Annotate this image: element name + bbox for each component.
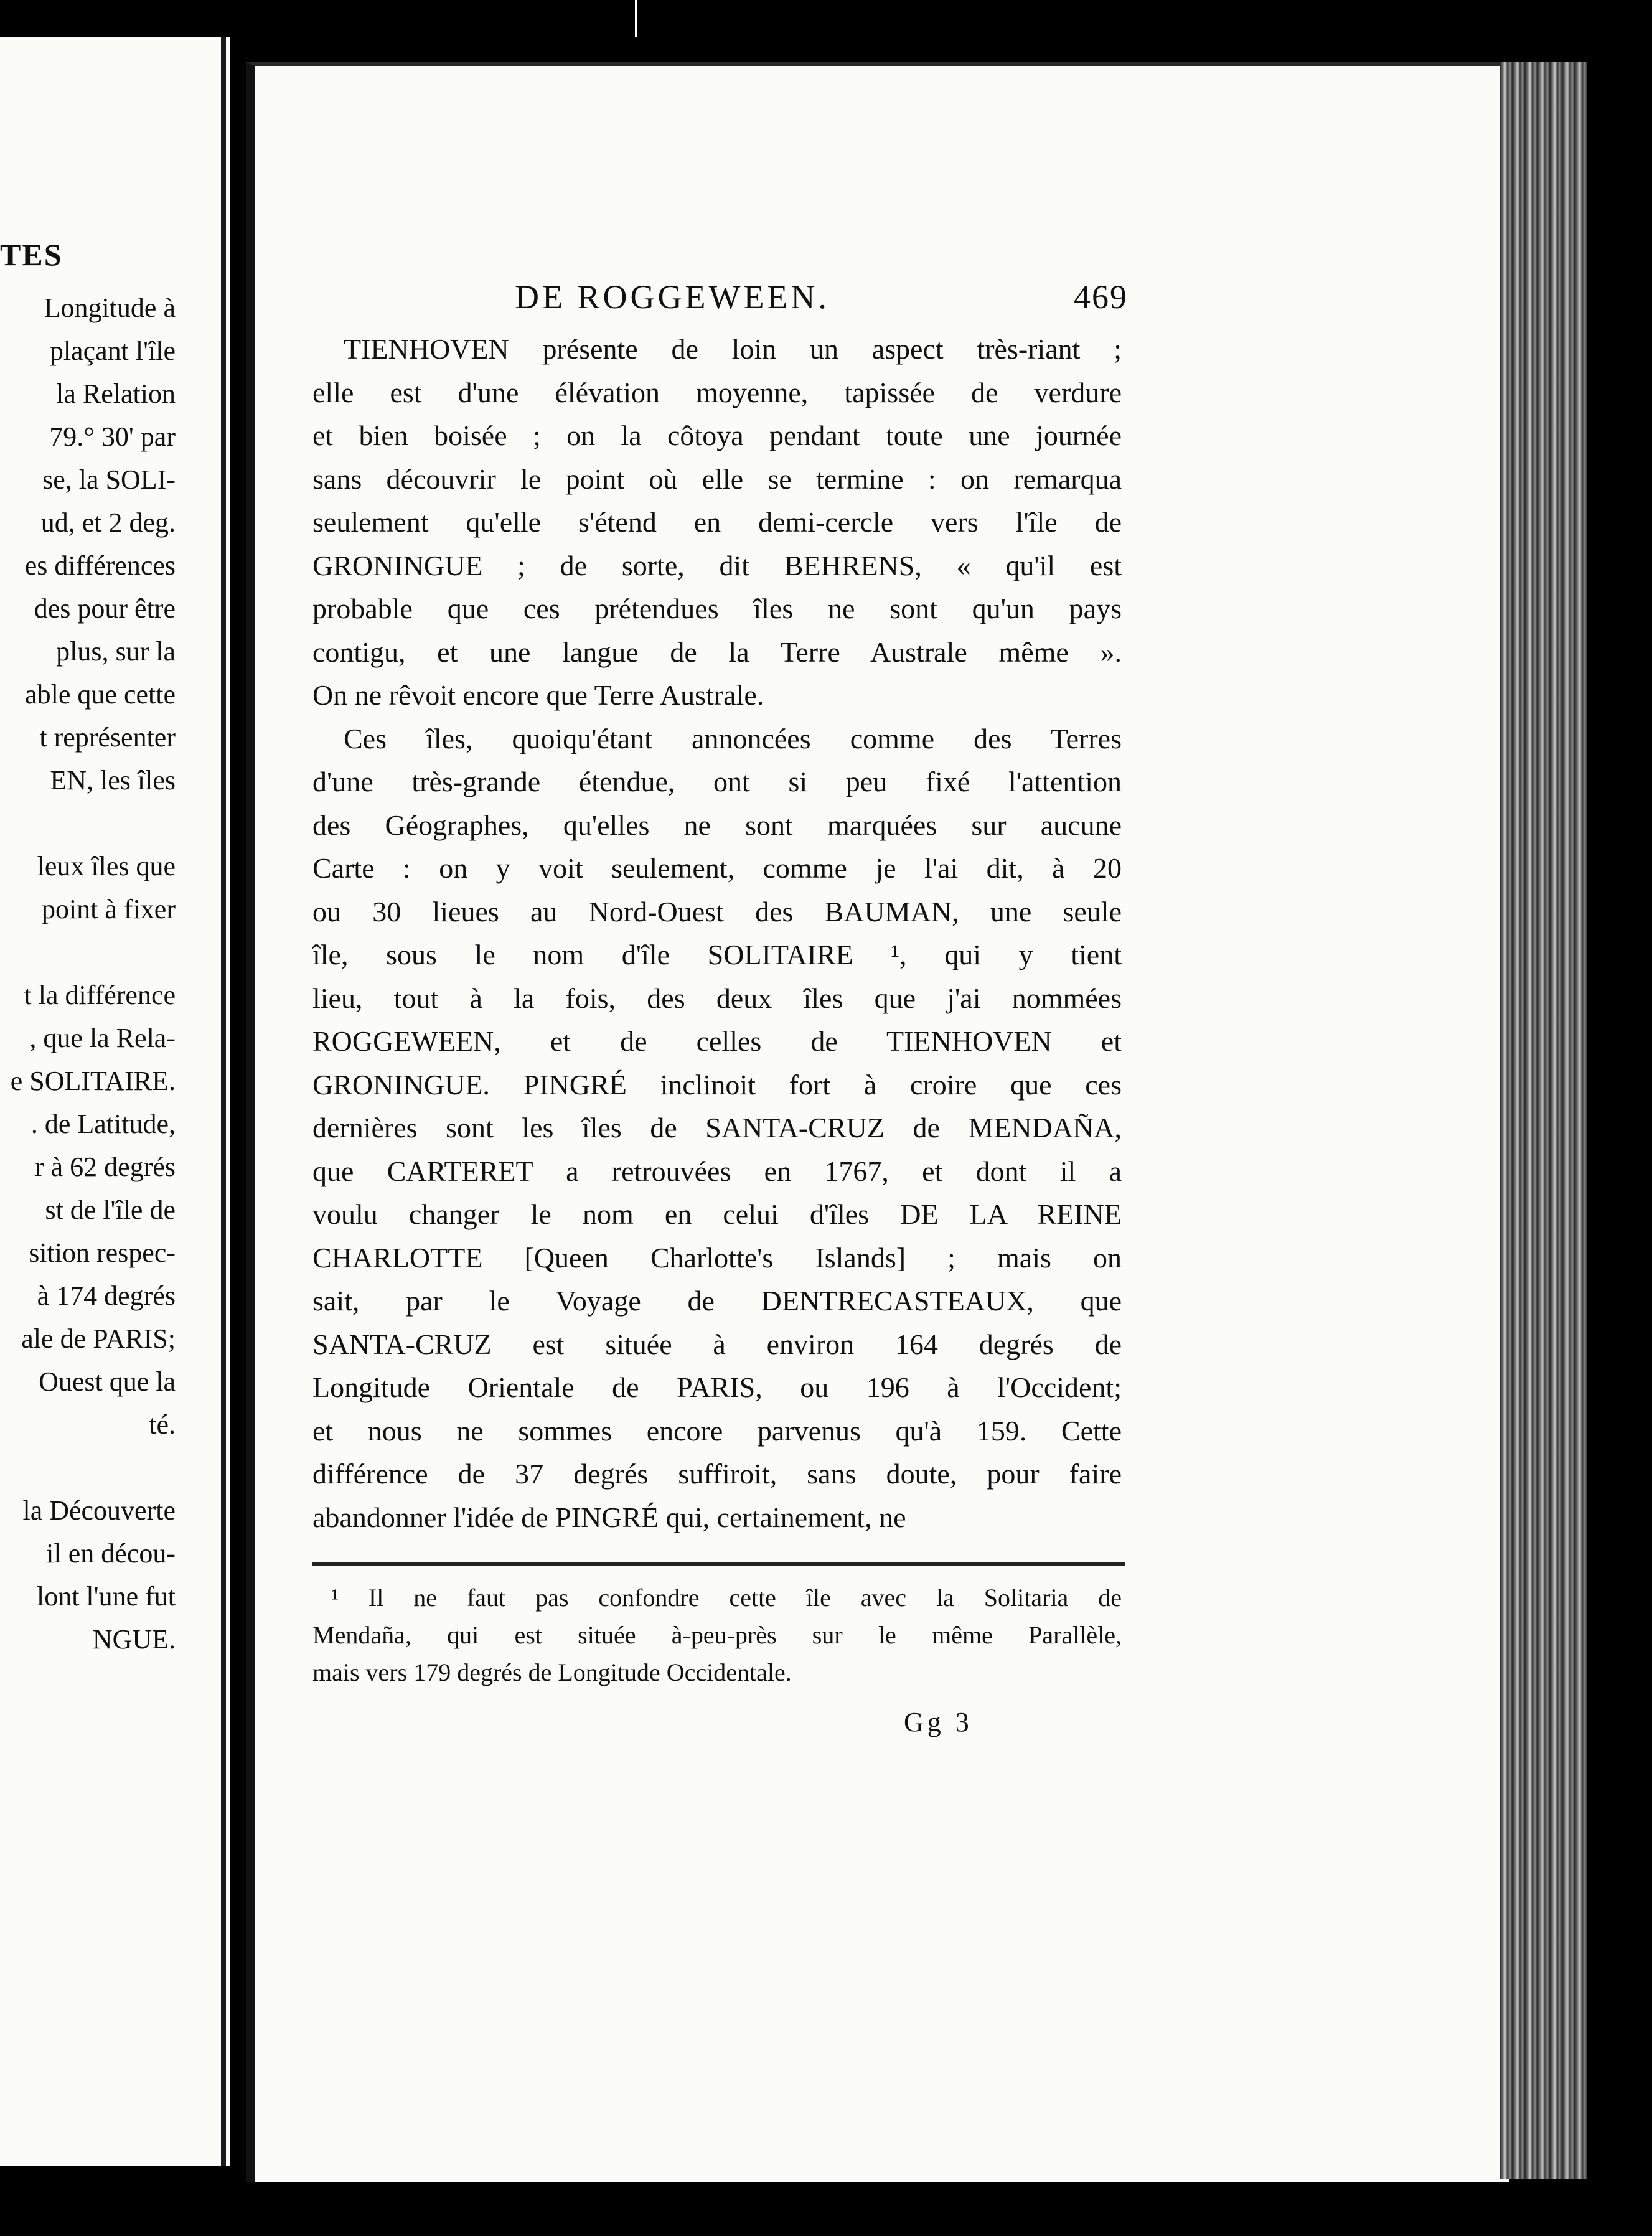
footnote-rule: [312, 1562, 1125, 1566]
text-line: GRONINGUE. PINGRÉ inclinoit fort à croire que ces: [312, 1068, 1122, 1101]
left-page-line: 79.° 30' par: [49, 421, 176, 452]
left-page-gap: [0, 1446, 176, 1489]
running-title: DE ROGGEWEEN.: [515, 278, 830, 316]
text-line: île, sous le nom d'île SOLITAIRE ¹, qui y tient: [312, 939, 1122, 970]
left-page-line: point à fixer: [41, 894, 176, 924]
left-page-text-column: [0, 286, 176, 1661]
text-line: CHARLOTTE [Queen Charlotte's Islands] ; mais on: [312, 1241, 1122, 1274]
left-page-line: des pour être: [34, 593, 176, 624]
text-line: SANTA-CRUZ est située à environ 164 degrés de: [312, 1328, 1122, 1360]
text-line: ROGGEWEEN, et de celles de TIENHOVEN et: [312, 1025, 1122, 1057]
footnote-line: mais vers 179 degrés de Longitude Occidentale.: [312, 1658, 792, 1686]
left-page-line: lont l'une fut: [36, 1581, 176, 1612]
left-page-line: ale de PARIS;: [21, 1323, 176, 1354]
left-page-line: à 174 degrés: [37, 1280, 176, 1311]
text-line: contigu, et une langue de la Terre Australe même ».: [312, 636, 1122, 668]
footnote: [312, 1579, 1122, 1691]
text-line: probable que ces prétendues îles ne sont qu'un pays: [312, 593, 1122, 624]
left-page-line: la Relation: [56, 378, 176, 409]
left-page-line: la Découverte: [22, 1495, 176, 1526]
left-facing-page: [0, 37, 230, 2166]
left-page-line: es différences: [24, 550, 176, 581]
text-line: elle est d'une élévation moyenne, tapissée de verdure: [312, 376, 1122, 408]
left-page-line: Longitude à: [44, 293, 176, 323]
left-page-gap: [0, 802, 176, 845]
left-page-line: t la différence: [24, 980, 176, 1010]
signature-mark: Gg 3: [904, 1707, 973, 1737]
text-line: que CARTERET a retrouvées en 1767, et dont il a: [312, 1155, 1122, 1187]
running-head: [312, 278, 1128, 327]
left-page-line: Ouest que la: [39, 1366, 176, 1397]
text-line: sait, par le Voyage de DENTRECASTEAUX, que: [312, 1285, 1122, 1317]
text-line: des Géographes, qu'elles ne sont marquées sur aucune: [312, 809, 1122, 841]
left-page-line: . de Latitude,: [31, 1109, 176, 1139]
text-line: seulement qu'elle s'étend en demi-cercle vers l'île de: [312, 506, 1122, 538]
scan-artifact: [635, 0, 637, 37]
text-line: Ces îles, quoiqu'étant annoncées comme des Terres: [344, 722, 1122, 754]
left-page-line: se, la SOLI-: [42, 464, 176, 495]
left-page-line: r à 62 degrés: [34, 1152, 176, 1182]
text-line: dernières sont les îles de SANTA-CRUZ de MENDAÑA,: [312, 1112, 1122, 1144]
left-page-line: plaçant l'île: [49, 336, 176, 366]
text-line: TIENHOVEN présente de loin un aspect très-riant ;: [344, 333, 1122, 365]
text-line: On ne rêvoit encore que Terre Australe.: [312, 679, 764, 711]
left-page-line: leux îles que: [37, 851, 176, 881]
text-line: lieu, tout à la fois, des deux îles que j'ai nommées: [312, 982, 1122, 1014]
left-page-line: st de l'île de: [45, 1195, 176, 1225]
text-line: et bien boisée ; on la côtoya pendant toute une journée: [312, 420, 1122, 451]
left-page-line: NGUE.: [92, 1624, 176, 1655]
text-line: abandonner l'idée de PINGRÉ qui, certainement, ne: [312, 1501, 906, 1533]
left-page-line: plus, sur la: [56, 636, 176, 667]
left-page-line: té.: [149, 1409, 176, 1440]
book-fore-edge: [1500, 62, 1587, 2179]
left-page-line: e SOLITAIRE.: [10, 1066, 176, 1096]
left-page-line: il en décou-: [46, 1538, 176, 1569]
left-page-running-header: TES: [0, 237, 63, 272]
text-line: et nous ne sommes encore parvenus qu'à 159. Cette: [312, 1414, 1122, 1447]
page-number: 469: [1074, 278, 1128, 316]
text-line: différence de 37 degrés suffiroit, sans doute, pour faire: [312, 1458, 1122, 1490]
paragraph: [312, 327, 1122, 717]
text-line: Longitude Orientale de PARIS, ou 196 à l'Occident;: [312, 1371, 1122, 1403]
left-page-line: , que la Rela-: [29, 1023, 176, 1053]
left-page-line: EN, les îles: [50, 765, 176, 796]
text-line: sans découvrir le point où elle se termine : on remarqua: [312, 463, 1122, 495]
left-page-gutter: [221, 37, 226, 2166]
footnote-line: ¹ Il ne faut pas confondre cette île avec la Solitaria de: [331, 1584, 1122, 1612]
text-line: d'une très-grande étendue, ont si peu fixé l'attention: [312, 766, 1122, 797]
left-page-line: sition respec-: [29, 1238, 176, 1268]
left-page-line: able que cette: [25, 679, 176, 710]
footnote-line: Mendaña, qui est située à-peu-près sur le même Parallèle,: [312, 1621, 1122, 1649]
text-block: [312, 278, 1128, 1738]
right-page: [246, 62, 1509, 2182]
left-page-gap: [0, 931, 176, 974]
left-page-line: t représenter: [39, 722, 176, 753]
text-line: GRONINGUE ; de sorte, dit BEHRENS, « qu'il est: [312, 549, 1122, 581]
body-text: [312, 327, 1122, 1539]
text-line: ou 30 lieues au Nord-Ouest des BAUMAN, une seule: [312, 895, 1122, 928]
text-line: Carte : on y voit seulement, comme je l'ai dit, à 20: [312, 852, 1122, 884]
text-line: voulu changer le nom en celui d'îles DE LA REINE: [312, 1198, 1122, 1230]
left-page-line: ud, et 2 deg.: [40, 507, 176, 538]
paragraph: [312, 717, 1122, 1539]
